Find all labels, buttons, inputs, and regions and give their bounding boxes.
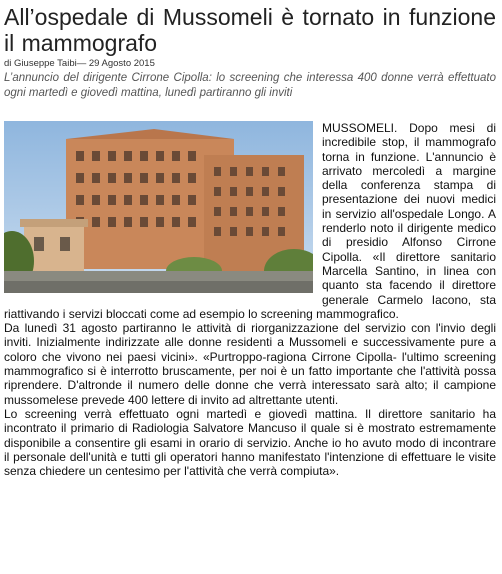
- hospital-building-image: [4, 121, 313, 293]
- hospital-photo: [4, 121, 313, 293]
- article-paragraph-2: Da lunedì 31 agosto partiranno le attività di riorganizzazione del servizio con l'invio degli inviti. Inizialmente indirizzate alle donne residenti a Mussomeli e successivamente pure a coloro che vivono nei paesi vicini». «Purtroppo-ragiona Cirrone Cipolla- l'ultimo screening mammografico si è interrotto bruscamente, per noi è un fatto importante che l'attività possa riprendere. D'altronde il numero delle donne che verrà interessato sarà alto; il campione mussomelese prevede 400 lettere di invito ad altrettante utenti.: [4, 321, 496, 407]
- article-paragraph-3: Lo screening verrà effettuato ogni martedì e giovedì mattina. Il direttore sanitario ha incontrato il primario di Radiologia Salvatore Mancuso il quale si è mostrato estremamente disponibile a consentire gli esami in orario di servizio. Anche io ho avuto modo di incontrare il personale dell'unità e tutti gli operatori hanno manifestato l'intenzione di effettuare le visite senza chiedere un centesimo per l'attività che verrà compiuta».: [4, 406, 496, 479]
- article-subtitle: L’annuncio del dirigente Cirrone Cipolla: lo screening che interessa 400 donne verrà effettuato ogni martedì e giovedì mattina, lunedì partiranno gli inviti: [4, 72, 496, 99]
- article-paragraph-1: MUSSOMELI. Dopo mesi di incredibile stop, il mammografo torna in funzione. L'annuncio è arrivato mercoledì a margine della conferenza stampa di presentazione dei nuovi medici in servizio all'ospedale Longo. A renderlo noto il dirigente medico di presidio Alfonso Cirrone Cipolla. «Il direttore sanitario Marcella Santino, in linea con quanto sta facendo il direttore generale Carmelo Iacono, sta riattivando i servizi bloccati come ad esempio lo screening mammografico.: [4, 121, 496, 321]
- article-title: All’ospedale di Mussomeli è tornato in funzione il mammografo: [4, 4, 496, 56]
- article-byline: di Giuseppe Taibi— 29 Agosto 2015: [4, 58, 155, 69]
- article-body: [4, 121, 498, 478]
